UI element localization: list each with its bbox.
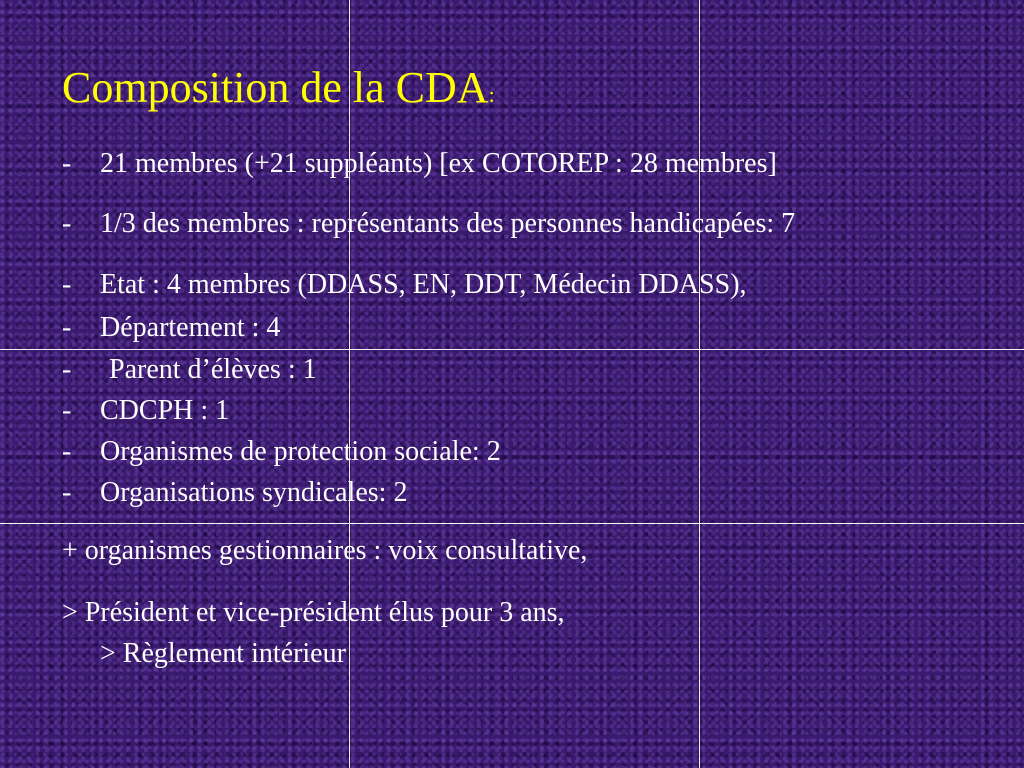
bullet-marker: -: [62, 208, 72, 239]
bullet-text: Organisations syndicales: 2: [100, 477, 408, 508]
vertical-grid-line: [699, 0, 700, 768]
bullet-marker: -: [62, 312, 72, 343]
footer-line: > Président et vice-président élus pour 3 ans,: [62, 597, 565, 628]
bullet-text: Parent d’élèves : 1: [109, 354, 317, 385]
slide-title-colon: :: [488, 82, 495, 107]
slide-title-text: Composition de la CDA: [62, 63, 489, 112]
horizontal-grid-line: [0, 349, 1024, 350]
vertical-grid-line: [349, 0, 350, 768]
slide-title: [62, 62, 495, 113]
footer-line: + organismes gestionnaires : voix consultative,: [62, 535, 588, 566]
bullet-text: CDCPH : 1: [100, 395, 230, 426]
footer-line: > Règlement intérieur: [100, 638, 346, 669]
bullet-marker: -: [62, 477, 72, 508]
bullet-text: Département : 4: [100, 312, 281, 343]
bullet-text: 21 membres (+21 suppléants) [ex COTOREP : 28 membres]: [100, 148, 777, 179]
bullet-text: Organismes de protection sociale: 2: [100, 436, 501, 467]
bullet-marker: -: [62, 354, 72, 385]
bullet-text: 1/3 des membres : représentants des personnes handicapées: 7: [100, 208, 796, 239]
bullet-marker: -: [62, 395, 72, 426]
bullet-marker: -: [62, 436, 72, 467]
bullet-text: Etat : 4 membres (DDASS, EN, DDT, Médecin DDASS),: [100, 269, 747, 300]
bullet-marker: -: [62, 269, 72, 300]
horizontal-grid-line: [0, 523, 1024, 524]
bullet-marker: -: [62, 148, 72, 179]
